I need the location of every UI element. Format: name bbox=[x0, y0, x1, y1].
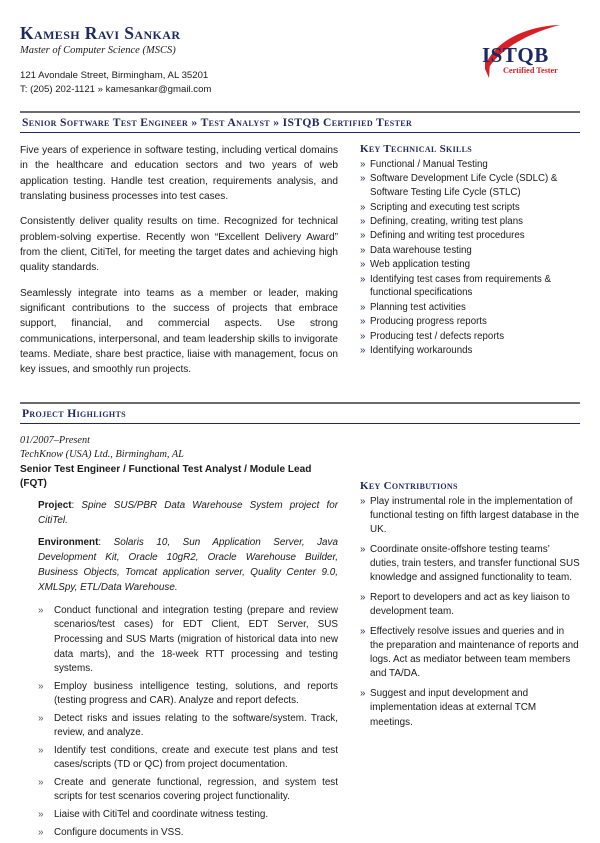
candidate-contact: T: (205) 202-1121 » kamesankar@gmail.com bbox=[20, 84, 212, 96]
list-item bbox=[360, 543, 580, 585]
resume-header bbox=[20, 22, 580, 97]
project-highlights-rule-bottom bbox=[20, 423, 580, 424]
header-contact-block bbox=[20, 22, 211, 97]
bullet-text: Create and generate functional, regression, and system test scripts for test scenarios covering project functionality. bbox=[54, 776, 338, 803]
list-item bbox=[360, 330, 580, 344]
contributions-spacer bbox=[360, 434, 580, 480]
bullet-icon: » bbox=[38, 712, 44, 724]
bullet-icon: » bbox=[360, 173, 366, 185]
headline-section-bar bbox=[20, 111, 580, 133]
experience-columns bbox=[20, 434, 580, 843]
contribution-text: Suggest and input development and implementation ideas at external TCM meetings. bbox=[370, 688, 537, 728]
list-item bbox=[360, 315, 580, 329]
contributions-list bbox=[360, 495, 580, 730]
list-item bbox=[360, 158, 580, 172]
list-item bbox=[38, 826, 338, 841]
candidate-degree: Master of Computer Science (MSCS) bbox=[20, 45, 176, 57]
bullet-text: Employ business intelligence testing, solutions, and reports (testing progress and CAR). Analyze and report defects. bbox=[54, 680, 338, 707]
experience-project bbox=[38, 499, 338, 529]
environment-value: Solaris 10, Sun Application Server, Java Development Kit, Oracle 10gR2, Oracle Warehouse Builder, Business Objects, Tomcat application server, Quality Center 9.0, XMLSpy, ETL/Data Warehouse. bbox=[38, 537, 338, 594]
list-item bbox=[360, 687, 580, 729]
skill-label: Scripting and executing test scripts bbox=[370, 201, 520, 213]
experience-job-title: Senior Test Engineer / Functional Test Analyst / Module Lead (FQT) bbox=[20, 464, 312, 490]
bullet-text: Conduct functional and integration testing (prepare and review scenarios/test cases) for EDT Client, EDT Server, SUS Processing and SUS Marts (migration of historical data into new data marts), and the 18-week RTT processing and testing systems. bbox=[54, 604, 338, 675]
bullet-icon: » bbox=[38, 826, 44, 838]
list-item bbox=[360, 201, 580, 215]
candidate-address: 121 Avondale Street, Birmingham, AL 35201 bbox=[20, 70, 209, 82]
list-item bbox=[360, 244, 580, 258]
istqb-logo bbox=[456, 22, 574, 84]
headline-rule-bottom bbox=[20, 132, 580, 133]
skills-heading: Key Technical Skills bbox=[360, 143, 472, 156]
bullet-icon: » bbox=[360, 230, 366, 242]
bullet-icon: » bbox=[360, 688, 366, 700]
skill-label: Functional / Manual Testing bbox=[370, 159, 488, 171]
list-item bbox=[360, 273, 580, 301]
experience-environment bbox=[38, 536, 338, 595]
list-item bbox=[38, 712, 338, 741]
contribution-text: Play instrumental role in the implementation of functional testing on fifth largest database in the UK. bbox=[370, 495, 580, 535]
bullet-icon: » bbox=[360, 273, 366, 285]
contribution-text: Report to developers and act as key liaison to development team. bbox=[370, 592, 570, 618]
contribution-text: Effectively resolve issues and queries and in the preparation and maintenance of reports and logs. Act as mediator between team members and TA/DA. bbox=[370, 626, 579, 680]
skill-label: Producing test / defects reports bbox=[370, 330, 505, 342]
skill-label: Producing progress reports bbox=[370, 316, 487, 328]
bullet-text: Identify test conditions, create and execute test plans and test cases/scripts (TD or QC) from project documentation. bbox=[54, 744, 338, 771]
skill-label: Web application testing bbox=[370, 259, 470, 271]
bullet-icon: » bbox=[360, 543, 366, 555]
list-item bbox=[360, 591, 580, 619]
list-item bbox=[360, 301, 580, 315]
experience-company: TechKnow (USA) Ltd., Birmingham, AL bbox=[20, 449, 184, 461]
bullet-icon: » bbox=[360, 201, 366, 213]
list-item bbox=[360, 344, 580, 358]
bullet-text: Configure documents in VSS. bbox=[54, 826, 184, 838]
bullet-icon: » bbox=[360, 344, 366, 356]
bullet-icon: » bbox=[38, 744, 44, 756]
skill-label: Defining and writing test procedures bbox=[370, 230, 525, 242]
logo-wordmark: ISTQB bbox=[482, 43, 549, 67]
bullet-icon: » bbox=[360, 592, 366, 604]
bullet-text: Liaise with CitiTel and coordinate witness testing. bbox=[54, 808, 269, 820]
skill-label: Identifying workarounds bbox=[370, 344, 473, 356]
bullet-icon: » bbox=[360, 626, 366, 638]
contributions-heading: Key Contributions bbox=[360, 479, 458, 492]
experience-column bbox=[20, 434, 352, 843]
list-item bbox=[360, 215, 580, 229]
bullet-icon: » bbox=[38, 604, 44, 616]
bullet-icon: » bbox=[360, 330, 366, 342]
bullet-icon: » bbox=[360, 244, 366, 256]
skill-label: Software Development Life Cycle (SDLC) & Software Testing Life Cycle (STLC) bbox=[370, 173, 558, 199]
list-item bbox=[360, 258, 580, 272]
candidate-name: Kamesh Ravi Sankar bbox=[20, 23, 181, 43]
skill-label: Data warehouse testing bbox=[370, 244, 472, 256]
headline-title: Senior Software Test Engineer » Test Analyst » ISTQB Certified Tester bbox=[22, 116, 413, 130]
contributions-column bbox=[352, 434, 580, 843]
project-highlights-section-bar bbox=[20, 402, 580, 424]
list-item bbox=[360, 172, 580, 200]
list-item bbox=[38, 776, 338, 805]
environment-colon: : bbox=[98, 537, 114, 549]
bullet-icon: » bbox=[360, 159, 366, 171]
environment-label: Environment bbox=[38, 537, 99, 549]
list-item bbox=[38, 744, 338, 773]
list-item bbox=[360, 229, 580, 243]
bullet-icon: » bbox=[38, 680, 44, 692]
summary-columns bbox=[20, 143, 580, 388]
project-highlights-title: Project Highlights bbox=[22, 406, 126, 420]
project-colon: : bbox=[71, 499, 82, 511]
bullet-icon: » bbox=[360, 259, 366, 271]
bullet-icon: » bbox=[38, 808, 44, 820]
skills-list bbox=[360, 158, 580, 358]
bullet-icon: » bbox=[360, 316, 366, 328]
summary-column bbox=[20, 143, 352, 388]
summary-paragraph: Consistently deliver quality results on time. Recognized for technical problem-solving expertise. Recently won “Excellent Delivery Award” from the client, CitiTel, for meeting the target dates and achieving high quality standards. bbox=[20, 216, 338, 274]
list-item bbox=[38, 808, 338, 823]
list-item bbox=[360, 495, 580, 537]
list-item bbox=[38, 604, 338, 677]
skill-label: Defining, creating, writing test plans bbox=[370, 216, 523, 228]
bullet-icon: » bbox=[360, 495, 366, 507]
summary-paragraph: Seamlessly integrate into teams as a member or leader, making significant contributions to the success of projects that embrace support, financial, and commercial aspects. Use strong communications, interpersonal, and team leadership skills to invigorate teams. Mediate, share best practice, liaise with management, focus on key issues, and smoothly run projects. bbox=[20, 287, 338, 376]
skills-column bbox=[352, 143, 580, 388]
logo-subtext: Certified Tester bbox=[503, 66, 558, 75]
experience-date: 01/2007–Present bbox=[20, 434, 90, 446]
project-value: Spine SUS/PBR Data Warehouse System project for CitiTel. bbox=[38, 499, 338, 526]
bullet-icon: » bbox=[360, 301, 366, 313]
summary-paragraph: Five years of experience in software testing, including vertical domains in the healthcare and education sectors and two years of web application testing. Handle test creation, requirements analysis, and translating business processes into test cases. bbox=[20, 145, 338, 203]
experience-bullets bbox=[38, 604, 338, 840]
project-label: Project bbox=[38, 499, 72, 511]
skill-label: Identifying test cases from requirements & functional specifications bbox=[370, 273, 551, 299]
bullet-icon: » bbox=[360, 216, 366, 228]
skill-label: Planning test activities bbox=[370, 301, 466, 313]
bullet-text: Detect risks and issues relating to the software/system. Track, review, and analyze. bbox=[54, 712, 338, 739]
list-item bbox=[360, 625, 580, 681]
list-item bbox=[38, 680, 338, 709]
bullet-icon: » bbox=[38, 776, 44, 788]
contribution-text: Coordinate onsite-offshore testing teams’ duties, train testers, and transfer functional SUS knowledge and assigned functionality to team. bbox=[370, 543, 580, 583]
